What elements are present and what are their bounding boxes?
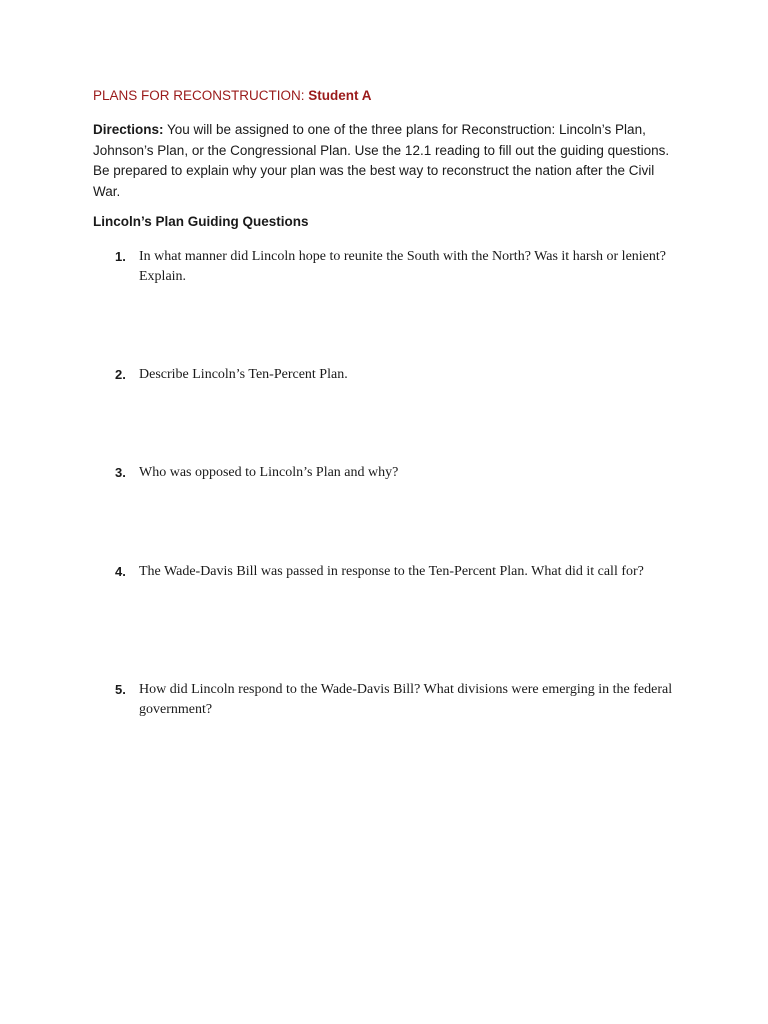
question-number: 5. <box>115 682 126 697</box>
directions-paragraph <box>93 120 683 202</box>
question-text: How did Lincoln respond to the Wade-Davis Bill? What divisions were emerging in the federal government? <box>139 682 673 717</box>
question-text: Describe Lincoln’s Ten-Percent Plan. <box>139 367 348 382</box>
directions-label: Directions: <box>93 122 164 137</box>
question-text: In what manner did Lincoln hope to reunite the South with the North? Was it harsh or lenient? Explain. <box>139 249 666 284</box>
question-text: Who was opposed to Lincoln’s Plan and why? <box>139 465 399 480</box>
title-main: PLANS FOR RECONSTRUCTION: <box>93 88 309 103</box>
question-number: 1. <box>115 249 126 264</box>
section-heading: Lincoln’s Plan Guiding Questions <box>93 214 309 229</box>
question-number: 2. <box>115 367 126 382</box>
title-student: Student A <box>308 88 372 103</box>
question-number: 4. <box>115 564 126 579</box>
document-title <box>93 88 372 103</box>
question-text: The Wade-Davis Bill was passed in response to the Ten-Percent Plan. What did it call for? <box>139 564 644 579</box>
question-number: 3. <box>115 465 126 480</box>
directions-text: You will be assigned to one of the three plans for Reconstruction: Lincoln’s Plan, Johnson’s Plan, or the Congressional Plan. Use the 12.1 reading to fill out the guiding questions. Be prepared to explain why your plan was the best way to reconstruct the nation after the Civil War. <box>93 122 670 199</box>
